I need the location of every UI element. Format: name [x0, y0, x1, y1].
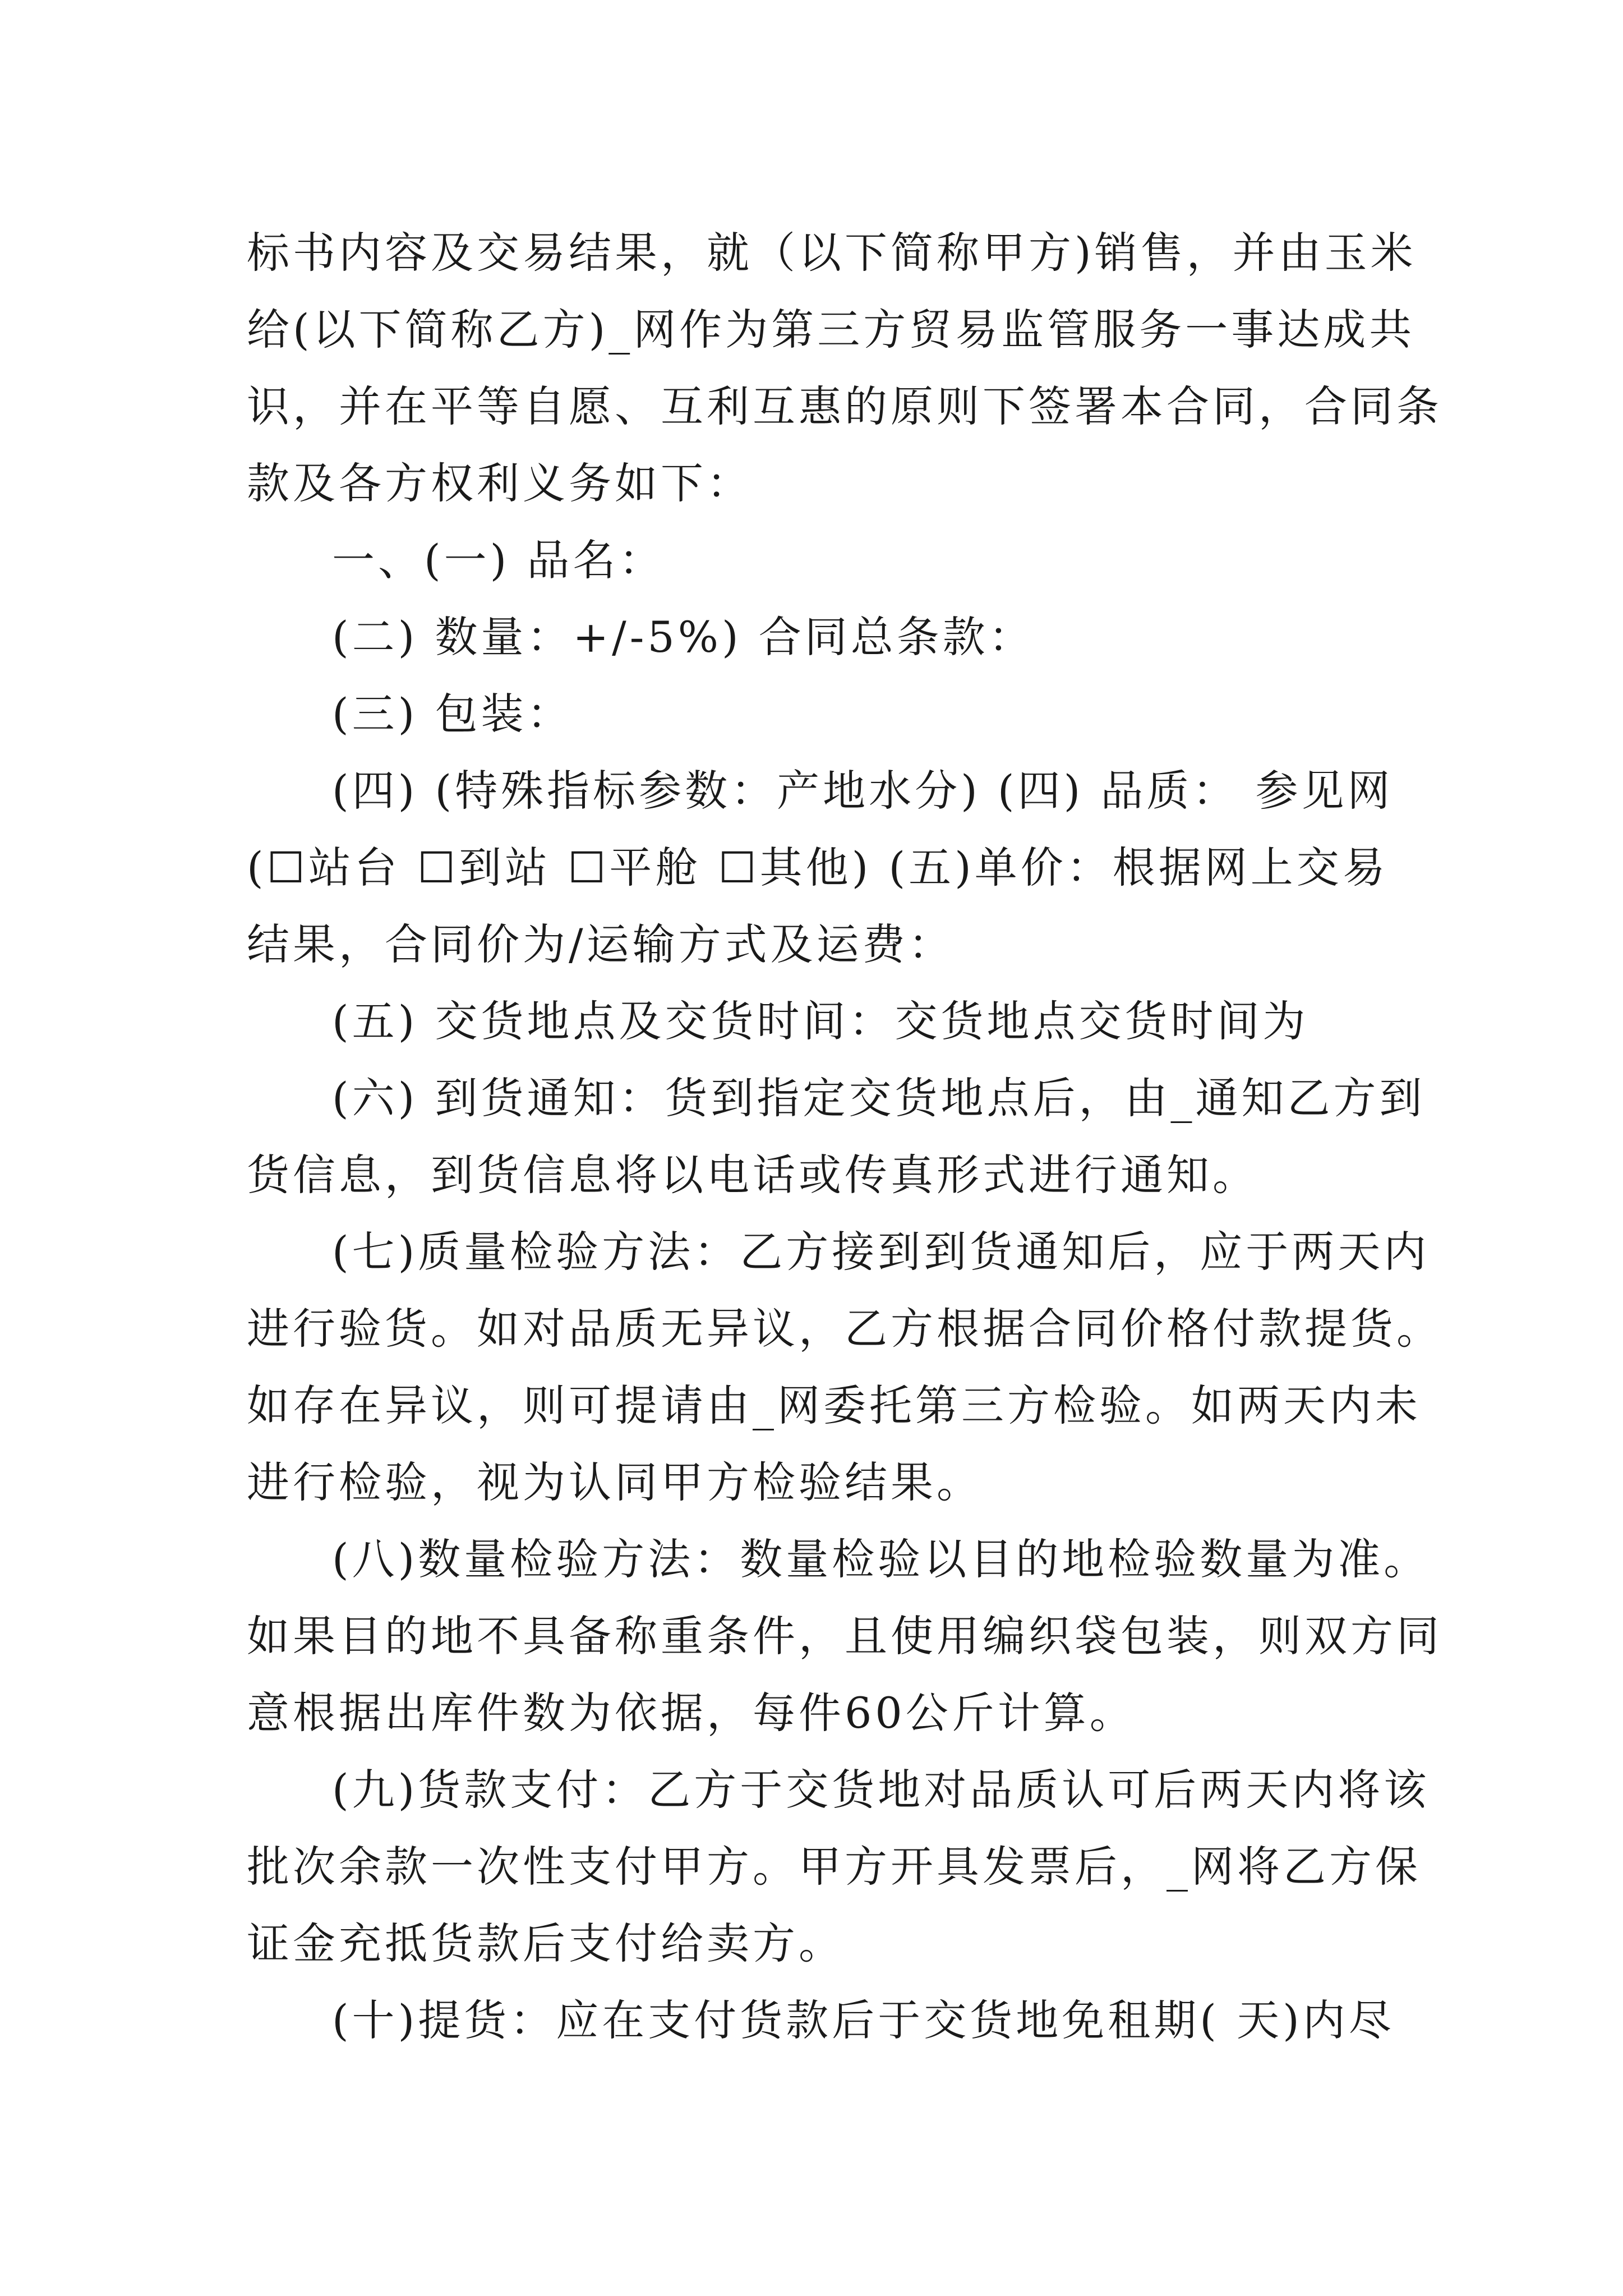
clause-10-pickup: (十)提货：应在支付货款后于交货地免租期( 天)内尽 [332, 1995, 1395, 2045]
text-line-9: (☐站台 ☐到站 ☐平舱 ☐其他) (五)单价：根据网上交易 [247, 843, 1389, 892]
text-line-2: 给(以下简称乙方)_网作为第三方贸易监管服务一事达成共 [247, 305, 1415, 355]
text-line-22: 批次余款一次性支付甲方。甲方开具发票后，_网将乙方保 [247, 1842, 1421, 1892]
clause-6-arrival-notice: (六) 到货通知：货到指定交货地点后，由_通知乙方到 [332, 1073, 1426, 1123]
clause-1-product-name: 一、(一) 品名： [332, 535, 665, 585]
text-line-13: 货信息，到货信息将以电话或传真形式进行通知。 [247, 1150, 1258, 1200]
text-line-4: 款及各方权利义务如下： [247, 458, 753, 508]
contract-body [247, 214, 1442, 2059]
clause-2-quantity: (二) 数量：+/-5%) 合同总条款： [332, 612, 1035, 662]
text-line-10: 结果，合同价为/运输方式及运费： [247, 919, 955, 969]
clause-7-quality-inspection: (七)质量检验方法：乙方接到到货通知后，应于两天内 [332, 1227, 1430, 1277]
clause-9-payment: (九)货款支付：乙方于交货地对品质认可后两天内将该 [332, 1765, 1430, 1815]
text-line-15: 进行验货。如对品质无异议，乙方根据合同价格付款提货。 [247, 1304, 1442, 1354]
text-line-1: 标书内容及交易结果，就（以下简称甲方)销售，并由玉米 [247, 228, 1417, 278]
text-line-3: 识，并在平等自愿、互利互惠的原则下签署本合同，合同条 [247, 381, 1442, 431]
clause-4-quality: (四) (特殊指标参数：产地水分) (四) 品质： 参见网 [332, 766, 1394, 816]
text-line-19: 如果目的地不具备称重条件，且使用编织袋包装，则双方同 [247, 1611, 1442, 1661]
text-line-20: 意根据出库件数为依据，每件60公斤计算。 [247, 1688, 1136, 1738]
text-line-16: 如存在异议，则可提请由_网委托第三方检验。如两天内未 [247, 1381, 1421, 1430]
clause-8-quantity-inspection: (八)数量检验方法：数量检验以目的地检验数量为准。 [332, 1534, 1430, 1584]
text-line-17: 进行检验，视为认同甲方检验结果。 [247, 1457, 983, 1507]
clause-3-packaging: (三) 包装： [332, 689, 573, 739]
text-line-23: 证金充抵货款后支付给卖方。 [247, 1918, 845, 1968]
clause-5-delivery-place-time: (五) 交货地点及交货时间：交货地点交货时间为 [332, 996, 1309, 1046]
